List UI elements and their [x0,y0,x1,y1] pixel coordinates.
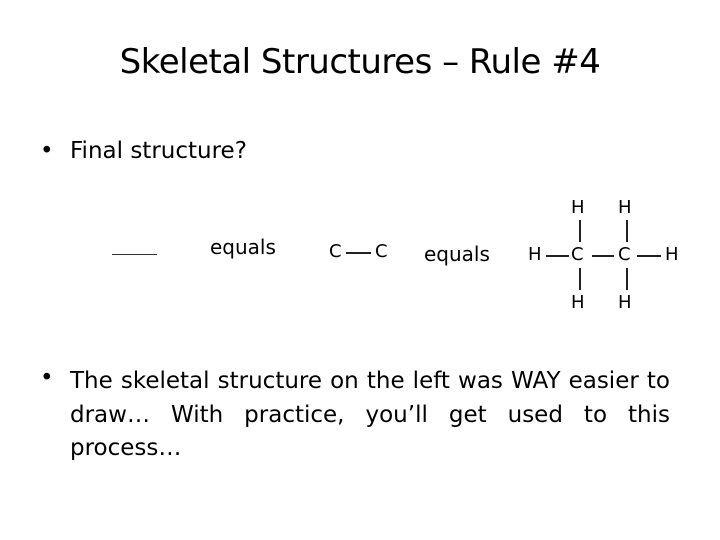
horizontal-bond [637,255,661,257]
carbon-atom-label: C [329,241,342,262]
equals-label: equals [210,235,276,259]
hydrogen-atom-label: H [528,244,542,265]
hydrogen-atom-label: H [618,197,632,218]
bullet-text: Final structure? [70,138,247,164]
carbon-atom-label: C [375,241,388,262]
vertical-bond [626,268,628,290]
carbon-atom-label: C [618,244,631,265]
hydrogen-atom-label: H [571,197,585,218]
bullet-marker: • [40,138,54,164]
horizontal-bond [592,255,614,257]
hydrogen-atom-label: H [571,292,585,313]
skeletal-line-structure [112,254,157,255]
bullet-item-final-structure [40,138,680,166]
hydrogen-atom-label: H [665,244,679,265]
bullet-item-practice-note [40,365,680,466]
carbon-atom-label: C [571,244,584,265]
hydrogen-atom-label: H [618,292,632,313]
horizontal-bond [546,255,569,257]
vertical-bond [579,220,581,242]
bullet-text: The skeletal structure on the left was WAY easier to draw… With practice, you’ll get used to this process… [70,368,670,462]
vertical-bond [579,268,581,290]
bullet-marker: • [40,365,54,391]
equals-label: equals [424,242,490,266]
slide-title: Skeletal Structures – Rule #4 [119,42,601,82]
vertical-bond [626,220,628,242]
carbon-carbon-bond [346,252,371,254]
